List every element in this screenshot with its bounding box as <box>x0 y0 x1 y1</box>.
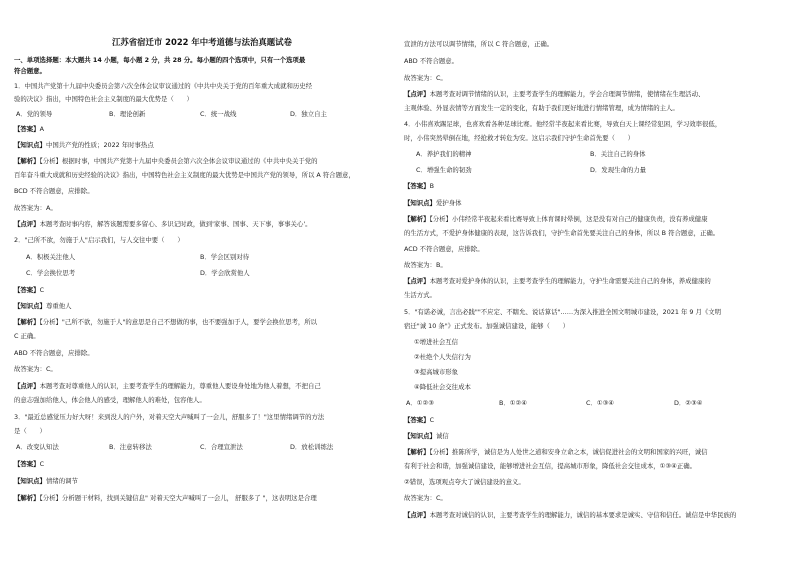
q3-option-b: B．注意转移法 <box>109 443 152 451</box>
analysis-text: 【分析】"己所不欲，勿施于人"的意思是自己不想做的事，也不要强加于人，要学会换位思考，所以 <box>39 318 318 326</box>
analysis-text: 【分析】推陈所学，诚信是为人处世之道和安身立命之本，诚信促进社会的文明和国家的兴旺，诚信 <box>429 448 708 456</box>
q3-analysis-line-1 <box>14 495 317 501</box>
q3-option-a: A．改变认知法 <box>16 443 59 451</box>
q5-knowledge <box>404 433 449 439</box>
q5-analysis-line-2: 有利于社会和谐，加强诚信建设，能够增进社会互信，提高城市形象，降低社会交往成本，①③④正确。 <box>404 462 696 470</box>
q5-option-b: B．①②④ <box>499 399 527 407</box>
analysis-label: 【解析】 <box>14 318 40 326</box>
q5-statement-4: ④降低社会交往成本 <box>414 383 471 391</box>
q1-analysis-line-4: 故答案为：A。 <box>14 204 57 212</box>
answer-value: C <box>39 286 45 294</box>
q1-stem-line-1: 1．中国共产党第十九届中央委员会第六次全体会议审议通过的《中共中央关于党的百年重大成就和历史经 <box>14 82 313 90</box>
q5-comment <box>404 512 736 518</box>
q2-option-c: C．学会换位思考 <box>26 269 76 277</box>
q4-option-d: D．发现生命的力量 <box>590 166 647 174</box>
q1-analysis-line-3: BCD 不符合题意，应排除。 <box>14 187 94 195</box>
q3-stem-line-2: 是（ ） <box>14 427 46 435</box>
comment-label: 【点评】 <box>404 277 430 285</box>
answer-label: 【答案】 <box>404 182 430 190</box>
comment-label: 【点评】 <box>14 220 40 228</box>
q3-answer <box>14 461 44 467</box>
comment-text: 本题考查对爱护身体的认识，主要考查学生的理解能力，守护生命需要关注自己的身体，养成健康的 <box>429 277 711 285</box>
section-heading-cont: 符合题意。 <box>14 67 46 75</box>
q2-analysis-line-2: C 正确。 <box>14 332 40 340</box>
answer-label: 【答案】 <box>14 286 40 294</box>
comment-text: 本题考查时事内容，解答该题需要多留心、多识记时政，做到'家事、国事、天下事，事事关心'。 <box>39 220 312 228</box>
analysis-text: 【分析】小伟经常半夜起来看比赛导致上体育课时晕倒，这是没有对自己的健康负责，没有养成健康 <box>429 215 708 223</box>
answer-value: C <box>39 460 45 468</box>
section-heading: 一、单项选择题：本大题共 14 小题，每小题 2 分，共 28 分。每小题的四个选项中，只有一个选项最 <box>14 56 306 64</box>
knowledge-value: 诚信 <box>435 432 449 440</box>
comment-label: 【点评】 <box>404 511 430 519</box>
analysis-text: 【分析】分析题干材料，找到关键信息" 对着天空大声喊叫了一会儿， 舒服多了 "，这表明这是合理 <box>39 494 317 502</box>
doc-title: 江苏省宿迁市 2022 年中考道德与法治真题试卷 <box>112 37 292 47</box>
answer-value: B <box>429 182 434 190</box>
q2-knowledge <box>14 303 72 309</box>
q1-answer <box>14 126 44 132</box>
q4-stem-line-2: 时，小伟突然晕倒在地，经抢救才转危为安。这启示我们守护生命首先要（ ） <box>404 134 635 142</box>
q5-statement-3: ③提高城市形象 <box>414 368 459 376</box>
q1-stem-line-2: 验的决议》指出，中国特色社会主义制度的最大优势是（ ） <box>14 95 193 103</box>
q2-stem: 2．"己所不欲，勿施于人"启示我们，与人交往中要（ ） <box>14 236 184 244</box>
comment-text: 本题考查对诚信的认识，主要考查学生的理解能力，诚信的基本要求是诚实、守信和信任。诚信是中华民族的 <box>429 511 737 519</box>
knowledge-label: 【知识点】 <box>14 302 46 310</box>
q4-stem-line-1: 4．小伟喜欢踢足球，也喜欢看各种足球比赛。他经常半夜起来看比赛，导致白天上课经常犯困，学习效率很低， <box>404 120 722 128</box>
right-column <box>404 0 776 561</box>
knowledge-label: 【知识点】 <box>404 199 436 207</box>
answer-value: A <box>39 125 44 133</box>
q5-option-d: D．②③④ <box>674 399 703 407</box>
q1-option-c: C．统一战线 <box>200 110 237 118</box>
q4-comment-line-2: 生活方式。 <box>404 291 436 299</box>
q3-knowledge <box>14 478 78 484</box>
q4-analysis-line-3: ACD 不符合题意，应排除。 <box>404 245 484 253</box>
q4-analysis-line-1 <box>404 216 708 222</box>
comment-label: 【点评】 <box>404 90 430 98</box>
q1-option-d: D．独立自主 <box>290 110 327 118</box>
q1-option-a: A．党的领导 <box>16 110 53 118</box>
q4-analysis-line-4: 故答案为：B。 <box>404 261 447 269</box>
q5-option-a: A．①②③ <box>406 399 434 407</box>
q3-comment-line-1 <box>404 91 704 97</box>
knowledge-label: 【知识点】 <box>14 477 46 485</box>
q5-statement-1: ①增进社会互信 <box>414 338 459 346</box>
knowledge-value: 爱护身体 <box>435 199 462 207</box>
q4-option-c: C．增强生命的韧劲 <box>416 166 472 174</box>
q3-stem-line-1: 3．"最近总感觉压力好大呀！来到没人的户外，对着天空大声喊叫了一会儿，舒服多了！"这里情绪调节的方法 <box>14 413 325 421</box>
q5-analysis-line-4: 故答案为：C。 <box>404 494 447 502</box>
q2-analysis-line-4: 故答案为：C。 <box>14 365 57 373</box>
q4-comment-line-1 <box>404 278 711 284</box>
q4-analysis-line-2: 的生活方式，不爱护身体健康的表现，这告诉我们，守护生命首先要关注自己的身体，所以 B 符合题意，正确。 <box>404 229 720 237</box>
q3-cont-line-1: 宣泄的方法可以调节情绪，所以 C 符合题意，正确。 <box>404 40 554 48</box>
q4-knowledge <box>404 200 462 206</box>
knowledge-label: 【知识点】 <box>404 432 436 440</box>
comment-text: 本题考查对调节情绪的认识，主要考查学生的理解能力，学会合理调节情绪，使情绪在生理活动、 <box>429 90 705 98</box>
answer-label: 【答案】 <box>14 460 40 468</box>
q5-statement-2: ②杜绝个人失信行为 <box>414 353 471 361</box>
q3-cont-line-2: ABD 不符合题意。 <box>404 57 459 65</box>
q2-option-a: A．积极关注他人 <box>26 253 76 261</box>
left-column <box>14 0 386 561</box>
comment-text: 本题考查对尊重他人的认识，主要考查学生的理解能力，尊重他人要设身处地为他人着想，不把自己 <box>39 382 321 390</box>
q1-option-b: B．理论创新 <box>109 110 146 118</box>
knowledge-label: 【知识点】 <box>14 141 46 149</box>
answer-label: 【答案】 <box>404 416 430 424</box>
q5-stem-line-1: 5．"有诺必诚，言出必践""不应定、不瞎允、说话算话"……为深入推进全国文明城市建设，2021 年 9 月《文明 <box>404 308 722 316</box>
q4-answer <box>404 183 434 189</box>
q2-analysis-line-1 <box>14 319 317 325</box>
analysis-label: 【解析】 <box>404 448 430 456</box>
q3-option-d: D．放松训练法 <box>290 443 334 451</box>
analysis-label: 【解析】 <box>14 494 40 502</box>
q2-option-b: B．学会区别对待 <box>200 253 250 261</box>
answer-value: C <box>429 416 435 424</box>
q3-option-c: C．合理宣泄法 <box>200 443 243 451</box>
q1-analysis-line-2: 百年奋斗重大成就和历史经验的决议》指出，中国特色社会主义制度的最大优势是中国共产党的领导，所以 A 符合题意， <box>14 171 355 179</box>
q5-analysis-line-3: ②错误，选项观点夸大了诚信建设的意义。 <box>404 478 525 486</box>
q5-option-c: C．①③④ <box>586 399 615 407</box>
q5-stem-line-2: 宿迁"诚 10 条"》正式发布。加强诚信建设，能够（ ） <box>404 322 570 330</box>
analysis-label: 【解析】 <box>14 157 40 165</box>
q2-answer <box>14 287 44 293</box>
q3-cont-line-3: 故答案为：C。 <box>404 74 447 82</box>
q1-analysis-line-1 <box>14 158 318 164</box>
q3-comment-line-2: 主观体验、外显表情等方面发生一定的变化，有助于我们更好地进行情绪管理，成为情绪的主人。 <box>404 104 679 112</box>
analysis-label: 【解析】 <box>404 215 430 223</box>
q5-analysis-line-1 <box>404 449 708 455</box>
knowledge-value: 情绪的调节 <box>45 477 78 485</box>
q2-comment-line-2: 的意志强加给他人，体会他人的感受，理解他人的难处，包容他人。 <box>14 396 206 404</box>
q2-comment-line-1 <box>14 383 321 389</box>
q4-option-a: A．养护我们的精神 <box>416 150 472 158</box>
q2-analysis-line-3: ABD 不符合题意，应排除。 <box>14 349 94 357</box>
analysis-text: 【分析】根据时事，中国共产党第十九届中央委员会第六次全体会议审议通过的《中共中央关于党的 <box>39 157 318 165</box>
q2-option-d: D．学会欣赏他人 <box>200 269 250 277</box>
knowledge-value: 中国共产党的性质；2022 年时事热点 <box>45 141 154 149</box>
q5-answer <box>404 417 434 423</box>
q1-comment <box>14 221 311 227</box>
q1-knowledge <box>14 142 154 148</box>
comment-label: 【点评】 <box>14 382 40 390</box>
knowledge-value: 尊重他人 <box>45 302 72 310</box>
answer-label: 【答案】 <box>14 125 40 133</box>
q4-option-b: B．关注自己的身体 <box>590 150 646 158</box>
